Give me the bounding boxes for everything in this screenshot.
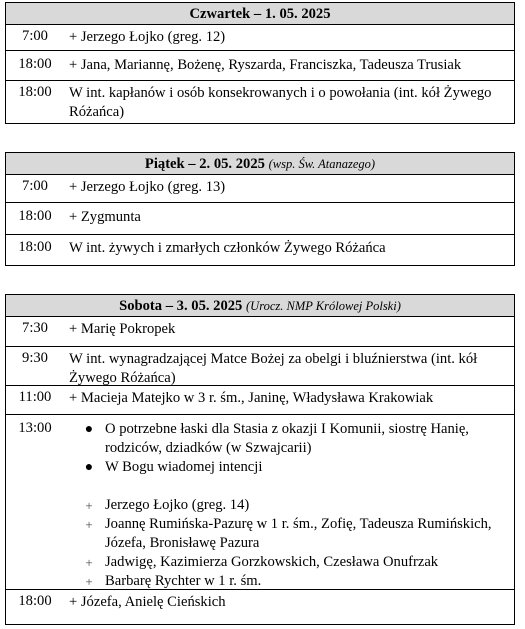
day-title: Piątek – 2. 05. 2025 (144, 156, 265, 172)
bullet-icon: ● (84, 460, 94, 475)
intention-text: W Bogu wiadomej intencji (105, 459, 263, 475)
day-header (6, 295, 514, 317)
mass-row (6, 175, 514, 203)
mass-time: 7:00 (22, 28, 48, 44)
mass-row (6, 51, 514, 81)
day-title: Czwartek – 1. 05. 2025 (189, 6, 331, 22)
cross-icon: + (85, 498, 93, 513)
deceased-text: Jerzego Łojko (greg. 14) (105, 497, 250, 513)
bullet-icon: ● (84, 422, 94, 437)
mass-time: 7:30 (22, 320, 48, 336)
mass-intention: + Jerzego Łojko (greg. 13) (69, 179, 226, 195)
mass-intention: + Marię Pokropek (69, 321, 176, 337)
intention-list (69, 420, 510, 477)
day-header (6, 153, 514, 175)
mass-time: 18:00 (18, 208, 52, 224)
list-item (69, 515, 510, 553)
mass-intention: W int. kapłanów i osób konsekrowanych i o powołania (int. kół Żywego Różańca) (69, 85, 492, 120)
mass-time: 7:00 (22, 178, 48, 194)
mass-intention: + Jerzego Łojko (greg. 12) (69, 29, 226, 45)
mass-time: 13:00 (18, 420, 52, 436)
deceased-list (69, 496, 510, 591)
mass-time: 18:00 (18, 239, 52, 255)
mass-intention: W int. wynagradzającej Matce Bożej za obelgi i bluźnierstwa (int. kół Żywego Różańca) (69, 351, 478, 386)
mass-row (6, 203, 514, 235)
day-title: Sobota – 3. 05. 2025 (119, 298, 243, 314)
mass-row (6, 235, 514, 265)
mass-intention: W int. żywych i zmarłych członków Żywego Różańca (69, 240, 386, 256)
list-item (69, 553, 510, 572)
deceased-text: Joannę Rumińska-Pazurę w 1 r. śm., Zofię, Tadeusza Rumińskich, Józefa, Bronisławę Pazura (105, 516, 492, 551)
mass-row (6, 25, 514, 51)
day-friday (5, 152, 515, 266)
mass-intention: + Jana, Mariannę, Bożenę, Ryszarda, Franciszka, Tadeusza Trusiak (69, 57, 462, 73)
mass-row (6, 386, 514, 415)
mass-intention: + Józefa, Anielę Cieńskich (69, 594, 226, 610)
day-note: (Urocz. NMP Królowej Polski) (246, 299, 401, 313)
list-item (69, 496, 510, 515)
mass-time: 18:00 (18, 593, 52, 609)
mass-row (6, 317, 514, 347)
mass-row (6, 347, 514, 386)
mass-time: 18:00 (18, 84, 52, 100)
list-item (69, 420, 510, 458)
mass-time: 18:00 (18, 56, 52, 72)
mass-row (6, 590, 514, 624)
day-header (6, 3, 514, 25)
deceased-text: Barbarę Rychter w 1 r. śm. (105, 573, 262, 589)
deceased-text: Jadwigę, Kazimierza Gorzkowskich, Czesława Onufrzak (105, 554, 439, 570)
mass-time: 9:30 (22, 350, 48, 366)
list-item (69, 458, 510, 477)
mass-intention: + Zygmunta (69, 209, 141, 225)
mass-intention: + Macieja Matejko w 3 r. śm., Janinę, Władysława Krakowiak (69, 390, 434, 406)
day-thursday (5, 2, 515, 124)
mass-row (6, 415, 514, 590)
intention-text: O potrzebne łaski dla Stasia z okazji I Komunii, siostrę Hanię, rodziców, dziadków (w Szwajcarii) (105, 421, 469, 456)
mass-row (6, 81, 514, 123)
day-note: (wsp. Św. Atanazego) (268, 157, 376, 171)
cross-icon: + (85, 517, 93, 532)
day-saturday (5, 294, 515, 625)
cross-icon: + (85, 555, 93, 570)
list-item (69, 572, 510, 591)
mass-time: 11:00 (18, 389, 52, 405)
mass-intention-list (69, 415, 514, 594)
cross-icon: + (85, 574, 93, 589)
